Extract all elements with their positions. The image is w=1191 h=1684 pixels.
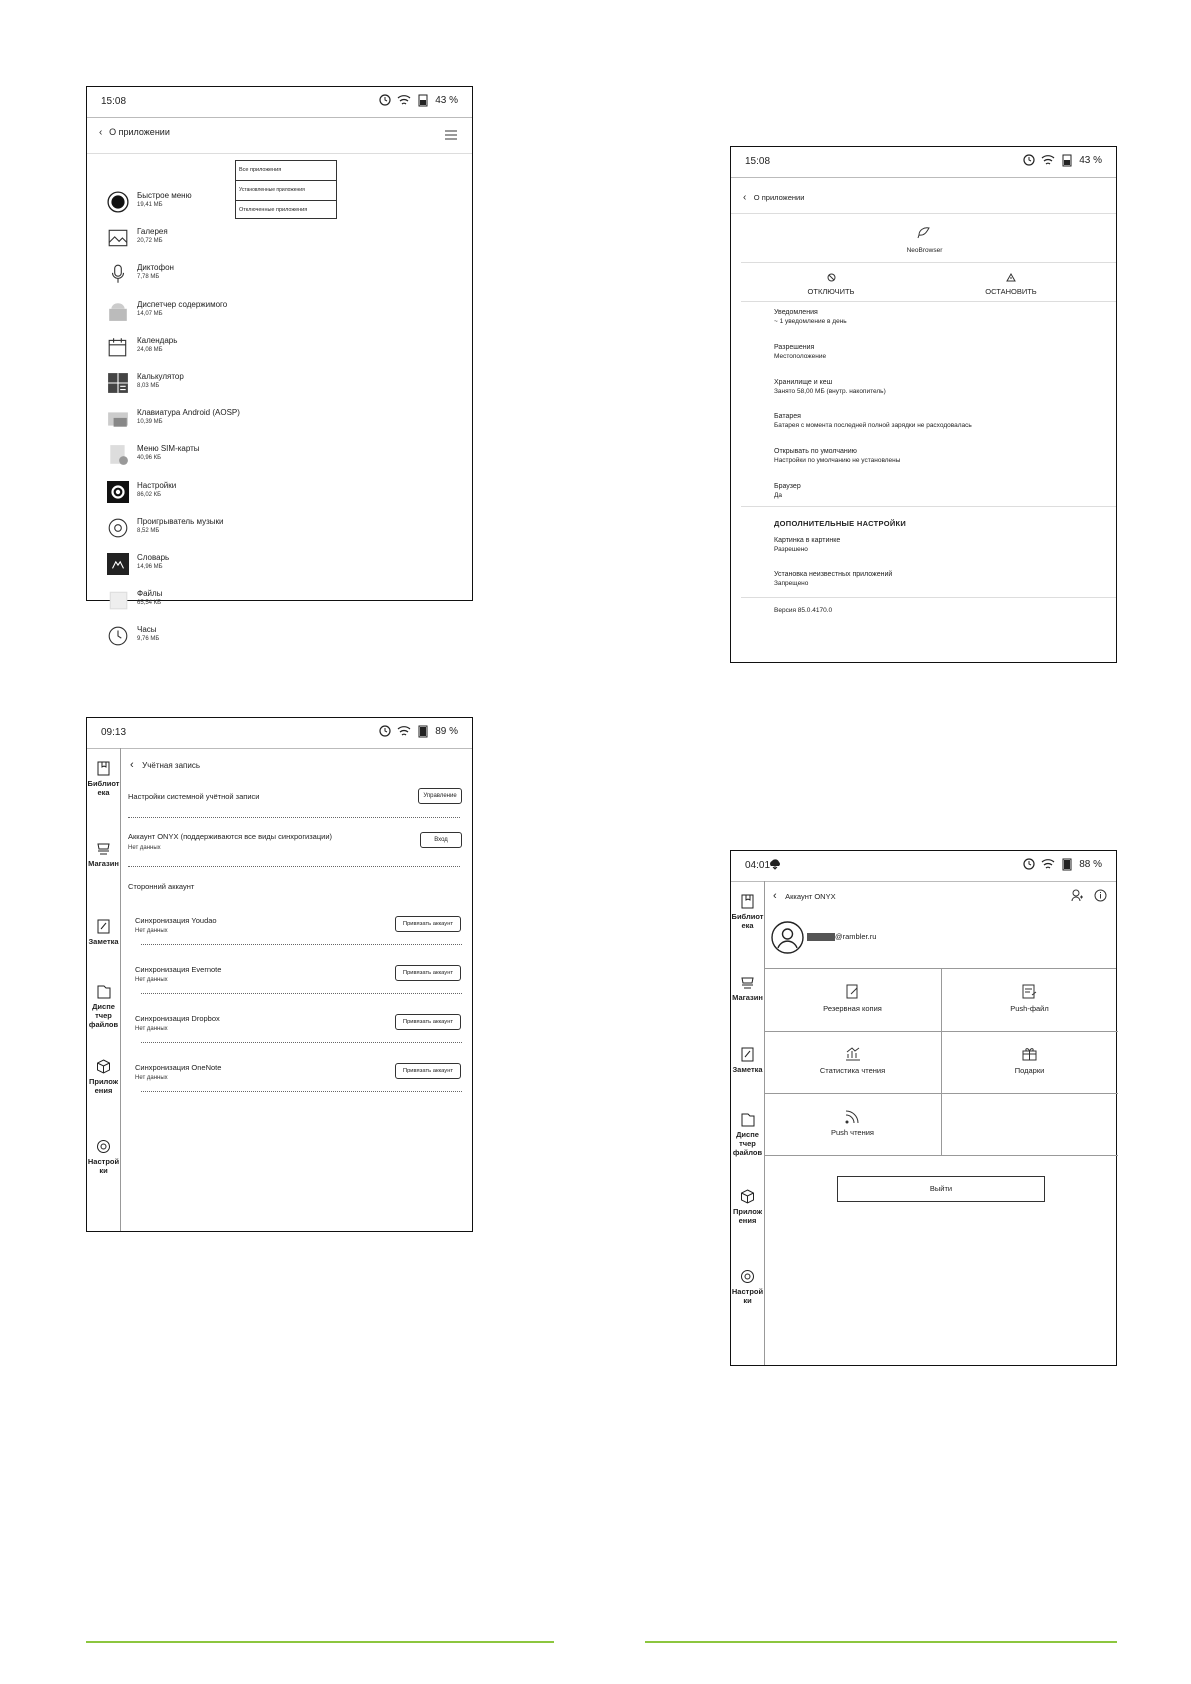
redacted-email-bar: [807, 933, 835, 941]
page-title: О приложении: [109, 127, 170, 137]
sync-title: Синхронизация Dropbox: [135, 1014, 220, 1023]
info-row[interactable]: [774, 571, 1104, 587]
info-row-title: Уведомления: [774, 309, 818, 316]
sync-icon: [1022, 153, 1036, 167]
microphone-icon: [107, 263, 129, 285]
sync-row: [87, 1063, 474, 1108]
app-name: NeoBrowser: [906, 247, 943, 254]
battery-icon: [416, 724, 430, 738]
sync-icon: [1022, 857, 1036, 871]
info-row-subtitle: Занято 58,00 МБ (внутр. накопитель): [774, 387, 886, 395]
info-row-title: Батарея: [774, 413, 801, 421]
back-chevron-icon[interactable]: ‹: [99, 127, 103, 138]
info-row-title: Открывать по умолчанию: [774, 448, 857, 456]
app-size: 40,96 КБ: [137, 455, 162, 462]
file-manager-icon: [739, 1111, 756, 1128]
calculator-icon: [107, 372, 129, 394]
tile-empty: [941, 1093, 1118, 1156]
app-name: Быстрое меню: [137, 191, 192, 200]
sidebar-item-settings[interactable]: [87, 1138, 120, 1175]
gift-icon: [1021, 1045, 1038, 1062]
tile-gift[interactable]: [941, 1031, 1118, 1094]
version-label: Версия 85.0.4170.0: [774, 607, 833, 614]
third-party-label: Сторонний аккаунт: [128, 882, 195, 891]
separator: [128, 866, 460, 867]
divider: [731, 213, 1116, 214]
android-icon: [107, 300, 129, 322]
battery-icon: [1060, 857, 1074, 871]
tile-label: Push чтения: [830, 1128, 874, 1137]
status-time: 15:08: [101, 96, 127, 107]
sidebar-item-label: Заметка: [88, 937, 119, 946]
info-row-subtitle: ~ 1 уведомление в день: [774, 318, 847, 325]
stop-button[interactable]: [971, 269, 1051, 296]
info-row-title: Установка неизвестных приложений: [774, 571, 893, 578]
screenshot-app-list: [86, 86, 473, 643]
app-size: 24,08 МБ: [137, 346, 163, 353]
push-file-icon: [1021, 983, 1038, 1000]
sync-title: Синхронизация OneNote: [135, 1063, 222, 1072]
sync-status: Нет данных: [135, 928, 168, 934]
app-size: 7,78 МБ: [137, 274, 160, 281]
sidebar-item-settings[interactable]: [731, 1268, 764, 1305]
record-icon: [107, 191, 129, 213]
page-title: О приложении: [753, 193, 805, 202]
info-row[interactable]: [774, 537, 1104, 553]
statistics-icon: [844, 1045, 861, 1062]
sidebar: [731, 881, 765, 1365]
gallery-icon: [107, 227, 129, 249]
screenshot-onyx-account: [730, 850, 1117, 1366]
battery-percent: 43 %: [1079, 154, 1102, 166]
footer-line-left: [86, 1641, 554, 1643]
battery-percent: 43 %: [435, 94, 458, 106]
sync-status: Нет данных: [135, 1075, 168, 1081]
separator: [141, 1042, 462, 1043]
avatar-icon: [771, 921, 804, 954]
info-row-subtitle: Настройки по умолчанию не установлены: [774, 457, 901, 465]
app-size: 65,54 КБ: [137, 600, 162, 607]
section-header: ДОПОЛНИТЕЛЬНЫЕ НАСТРОЙКИ: [774, 519, 907, 528]
dictionary-icon: [107, 553, 129, 575]
sync-icon: [378, 724, 392, 738]
info-row-title: Хранилище и кеш: [774, 378, 833, 386]
app-name: Словарь: [137, 553, 170, 562]
battery-icon: [416, 93, 430, 107]
screenshot-app-info: [730, 146, 1117, 663]
sync-row: [87, 965, 474, 1010]
onyx-account-label: Аккаунт ONYX (поддерживаются все виды синхрогизации): [128, 832, 333, 841]
sidebar-item-label: Диспе тчер файлов: [732, 1130, 763, 1157]
sidebar-item-label: Настрой ки: [731, 1287, 764, 1305]
sync-status: Нет данных: [135, 977, 168, 983]
disable-icon: [827, 273, 836, 282]
calendar-icon: [107, 336, 129, 358]
back-header[interactable]: [99, 127, 170, 138]
sim-icon: [107, 444, 129, 466]
sidebar-item-library[interactable]: [87, 760, 120, 797]
status-bar: [731, 147, 1116, 178]
app-name: Настройки: [137, 480, 177, 490]
app-name: Часы: [137, 625, 157, 635]
push-reading-icon: [844, 1107, 861, 1124]
separator: [141, 1091, 462, 1092]
sidebar-item-label: Библиот ека: [731, 912, 764, 930]
sidebar-item-label: Настрой ки: [87, 1157, 120, 1175]
app-list-item[interactable]: [107, 225, 407, 255]
hamburger-menu-icon[interactable]: [444, 129, 458, 141]
divider: [741, 262, 1116, 263]
info-row-subtitle: Местоположение: [774, 352, 827, 360]
sync-row: [87, 1014, 474, 1059]
sidebar-item-label: Прилож ения: [732, 1207, 763, 1225]
app-name: Калькулятор: [137, 372, 184, 381]
apps-icon: [739, 1188, 756, 1205]
app-size: 19,41 МБ: [137, 202, 163, 208]
info-row-subtitle: Запрещено: [774, 580, 809, 587]
info-row-subtitle: Да: [774, 492, 783, 499]
bind-account-button[interactable]: Привязать аккаунт: [395, 965, 461, 981]
app-list-item[interactable]: [107, 334, 407, 364]
store-icon: [95, 840, 112, 857]
info-row[interactable]: [774, 344, 1104, 360]
divider: [741, 506, 1116, 507]
files-icon: [107, 589, 129, 611]
sync-status: Нет данных: [135, 1026, 168, 1032]
app-size: 10,39 МБ: [137, 419, 163, 426]
divider: [741, 301, 1116, 302]
bind-account-button[interactable]: Привязать аккаунт: [395, 1014, 461, 1030]
tile-label: Статистика чтения: [819, 1066, 886, 1075]
login-button[interactable]: Вход: [420, 832, 462, 848]
info-row-title: Разрешения: [774, 343, 815, 351]
sidebar-item-label: Диспе тчер файлов: [88, 1002, 119, 1029]
settings-icon: [95, 1138, 112, 1155]
sidebar-item-label: Магазин: [88, 859, 119, 868]
manage-button[interactable]: Управление: [418, 788, 462, 804]
info-row-title: Картинка в картинке: [774, 537, 841, 544]
battery-icon: [1060, 153, 1074, 167]
info-row[interactable]: [774, 413, 1104, 429]
keyboard-icon: [107, 408, 129, 430]
sync-title: Синхронизация Youdao: [135, 916, 217, 925]
status-bar: [87, 87, 472, 118]
info-row-subtitle: Разрешено: [774, 546, 808, 553]
menu-item-disabled-apps[interactable]: Отключенные приложения: [239, 207, 308, 213]
separator: [141, 993, 462, 994]
tile-label: Подарки: [1014, 1066, 1045, 1075]
app-list-item[interactable]: [107, 551, 407, 581]
info-icon[interactable]: [1094, 889, 1107, 902]
library-icon: [95, 760, 112, 777]
page-title: Учётная запись: [142, 761, 200, 770]
separator: [128, 817, 460, 818]
tile-label: Push-файл: [1010, 1004, 1049, 1013]
back-header[interactable]: [130, 755, 200, 773]
warning-icon: [1006, 273, 1016, 282]
status-time: 15:08: [745, 156, 771, 167]
app-size: 8,52 МБ: [137, 527, 160, 534]
wifi-icon: [1041, 857, 1055, 871]
app-list-item[interactable]: [107, 189, 407, 219]
back-chevron-icon[interactable]: ‹: [773, 890, 777, 902]
info-row[interactable]: [774, 309, 1104, 325]
stop-label: ОСТАНОВИТЬ: [985, 287, 1037, 296]
info-row-title: Браузер: [774, 483, 801, 490]
sync-icon: [378, 93, 392, 107]
sidebar-item-note[interactable]: [731, 1046, 764, 1074]
cloud-upload-icon: [768, 858, 782, 870]
back-chevron-icon[interactable]: ‹: [130, 759, 134, 771]
app-size: 14,07 МБ: [137, 310, 163, 317]
divider: [741, 597, 1116, 598]
divider: [87, 153, 472, 154]
app-size: 86,02 КБ: [137, 491, 162, 498]
switch-user-icon[interactable]: [1071, 889, 1084, 902]
library-icon: [739, 893, 756, 910]
app-list-item[interactable]: [107, 261, 407, 291]
disable-button[interactable]: [791, 269, 871, 296]
menu-item-installed-apps[interactable]: Установленные приложения: [236, 181, 336, 201]
sidebar-item-label: Заметка: [732, 1065, 763, 1074]
sidebar-item-store[interactable]: [87, 840, 120, 868]
store-icon: [739, 974, 756, 991]
separator: [141, 944, 462, 945]
disable-label: ОТКЛЮЧИТЬ: [807, 287, 855, 296]
page-title: Аккаунт ONYX: [785, 892, 836, 901]
bind-account-button[interactable]: Привязать аккаунт: [395, 916, 461, 932]
system-account-label: Настройки системной учётной записи: [128, 792, 260, 801]
sidebar-item-label: Прилож ения: [88, 1077, 119, 1095]
footer-line-right: [645, 1641, 1117, 1643]
sync-row: [87, 916, 474, 961]
wifi-icon: [397, 93, 411, 107]
tile-push-reading[interactable]: [764, 1093, 942, 1156]
app-name: Диспетчер содержимого: [137, 299, 228, 309]
status-time: 04:01: [745, 860, 771, 871]
app-size: 8,03 МБ: [137, 383, 160, 389]
status-bar: [731, 851, 1116, 882]
app-list-item[interactable]: [107, 587, 407, 617]
account-email: @rambler.ru: [835, 932, 877, 941]
music-icon: [107, 517, 129, 539]
note-icon: [739, 1046, 756, 1063]
tile-statistics[interactable]: [764, 1031, 942, 1094]
settings-icon: [739, 1268, 756, 1285]
app-list-item[interactable]: [107, 515, 407, 545]
app-name: Меню SIM-карты: [137, 444, 200, 454]
onyx-account-status: Нет данных: [128, 845, 161, 851]
back-chevron-icon[interactable]: ‹: [743, 192, 747, 203]
app-size: 9,76 МБ: [137, 636, 160, 643]
app-name: Календарь: [137, 335, 178, 345]
app-list-item[interactable]: [107, 370, 407, 400]
bind-account-button[interactable]: Привязать аккаунт: [395, 1063, 461, 1079]
menu-item-all-apps[interactable]: Все приложения: [236, 161, 336, 181]
info-row-subtitle: Батарея с момента последней полной зарядки не расходовалась: [774, 422, 972, 430]
sidebar-item-file-manager[interactable]: [731, 1111, 764, 1157]
tile-backup[interactable]: [764, 969, 942, 1032]
backup-icon: [844, 983, 861, 1000]
sync-title: Синхронизация Evernote: [135, 965, 222, 974]
clock-icon: [107, 625, 129, 647]
battery-percent: 88 %: [1079, 858, 1102, 870]
wifi-icon: [1041, 153, 1055, 167]
battery-percent: 89 %: [435, 725, 458, 737]
app-list-item[interactable]: [107, 406, 407, 436]
info-row[interactable]: [774, 379, 1104, 395]
app-name: Клавиатура Android (AOSP): [137, 408, 240, 418]
back-header[interactable]: [773, 886, 836, 904]
back-header[interactable]: [743, 187, 804, 205]
app-name: Проигрыватель музыки: [137, 516, 224, 526]
sidebar-item-store[interactable]: [731, 974, 764, 1002]
sidebar-item-label: Библиот ека: [87, 779, 120, 797]
wifi-icon: [397, 724, 411, 738]
tile-push-file[interactable]: [941, 969, 1118, 1032]
app-size: 20,72 МБ: [137, 238, 163, 245]
status-time: 09:13: [101, 727, 127, 738]
app-name: Диктофон: [137, 263, 174, 273]
app-size: 14,96 МБ: [137, 564, 163, 570]
settings-icon: [107, 481, 129, 503]
sidebar-item-label: Магазин: [732, 993, 763, 1002]
sidebar-item-library[interactable]: [731, 893, 764, 930]
info-row[interactable]: [774, 483, 1104, 499]
app-list-item[interactable]: [107, 479, 407, 509]
status-bar: [87, 718, 472, 749]
tile-label: Резервная копия: [823, 1004, 882, 1013]
app-list-item[interactable]: [107, 623, 407, 653]
info-row[interactable]: [774, 448, 1104, 464]
logout-button[interactable]: Выйти: [837, 1176, 1045, 1202]
app-list-item[interactable]: [107, 442, 407, 472]
screenshot-account: [86, 717, 473, 1232]
app-list-item[interactable]: [107, 298, 407, 328]
sidebar-item-apps[interactable]: [731, 1188, 764, 1225]
browser-logo-icon: [916, 225, 932, 239]
app-name: Галерея: [137, 227, 168, 237]
app-name: Файлы: [137, 589, 163, 599]
